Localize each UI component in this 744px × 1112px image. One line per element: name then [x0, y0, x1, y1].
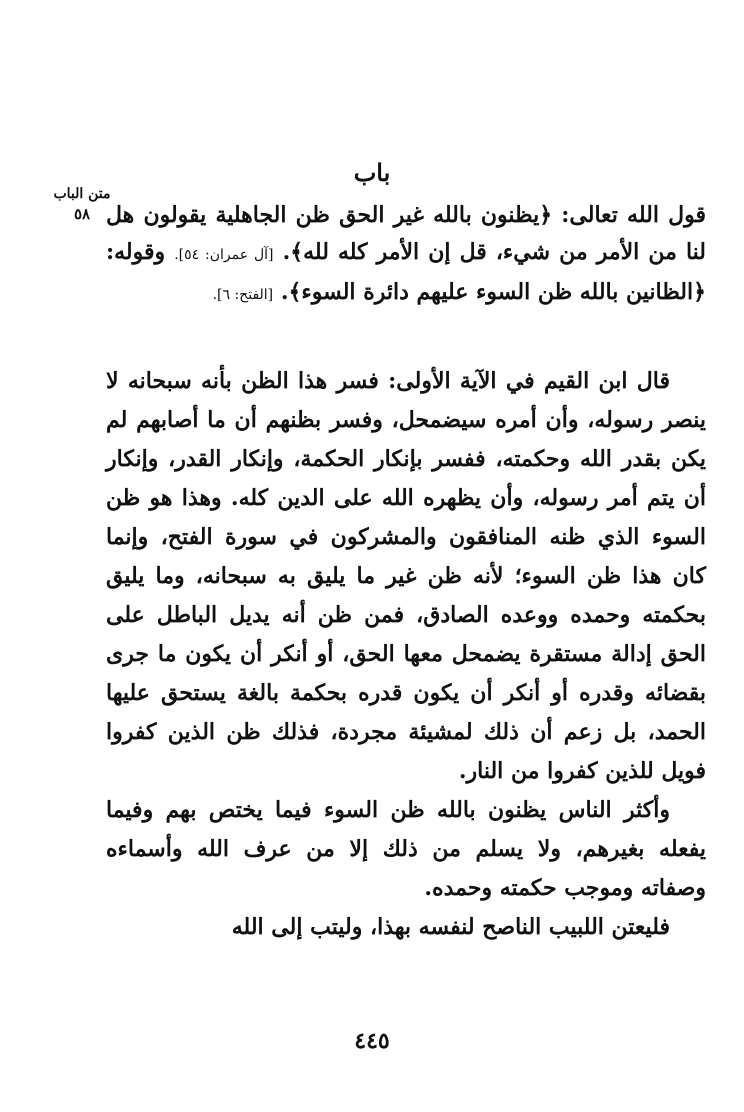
- page-number: ٤٤٥: [354, 1028, 390, 1054]
- sharh-text: [106, 362, 706, 947]
- margin-note-label: متن الباب: [53, 186, 111, 202]
- sharh-paragraph-3: فليعتن اللبيب الناصح لنفسه بهذا، وليتب إلى الله: [231, 914, 670, 940]
- matn-reference-1: [آل عمران: ٥٤].: [174, 247, 274, 263]
- sharh-paragraph-2: وأكثر الناس يظنون بالله ظن السوء فيما يختص بهم وفيما يفعله بغيرهم، ولا يسلم من ذلك إلا من عرف الله وأسماءه وصفاته وموجب حكمته وحمده.: [106, 797, 706, 901]
- matn-connector: وقوله:: [106, 239, 166, 265]
- matn-reference-2: [الفتح: ٦].: [212, 287, 274, 303]
- matn-verse-2: ﴿الظانين بالله ظن السوء عليهم دائرة السوء﴾.: [280, 279, 706, 305]
- margin-note-number: ٥٨: [73, 205, 91, 223]
- chapter-heading: باب: [353, 158, 391, 187]
- matn-text: [106, 197, 706, 314]
- matn-verse-1: قول الله تعالى: ﴿يظنون بالله غير الحق ظن الجاهلية يقولون هل لنا من الأمر من شيء، قل إن الأمر كله لله﴾.: [106, 202, 707, 265]
- sharh-paragraph-1: قال ابن القيم في الآية الأولى: فسر هذا الظن بأنه سبحانه لا ينصر رسوله، وأن أمره سيضمحل، وفسر بظنهم أن ما أصابهم لم يكن بقدر الله وحكمته، ففسر بإنكار الحكمة، وإنكار القدر، وإنكار أن يتم أمر رسوله، وأن يظهره الله على الدين كله. وهذا هو ظن السوء الذي ظنه المنافقون والمشركون في سورة الفتح، وإنما كان هذا ظن السوء؛ لأنه ظن غير ما يليق به سبحانه، وما يليق بحكمته وحمده ووعده الصادق، فمن ظن أنه يديل الباطل على الحق إدالة مستقرة يضمحل معها الحق، أو أنكر أن يكون ما جرى بقضائه وقدره أو أنكر أن يكون قدره بحكمة بالغة يستحق عليها الحمد، بل زعم أن ذلك لمشيئة مجردة، فذلك ظن الذين كفروا فويل للذين كفروا من النار.: [106, 368, 706, 784]
